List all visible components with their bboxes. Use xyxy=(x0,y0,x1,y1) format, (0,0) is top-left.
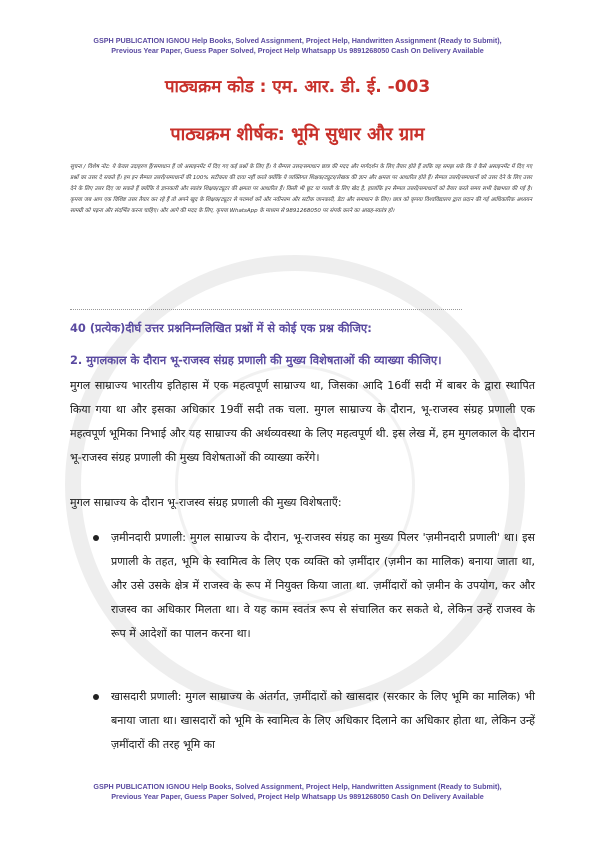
footer-line-2: Previous Year Paper, Guess Paper Solved, Project Help Whatsapp Us 9891268050 Cash On Delivery Available xyxy=(111,792,484,801)
bullet-dot xyxy=(93,535,99,541)
header-line-1: GSPH PUBLICATION IGNOU Help Books, Solved Assignment, Project Help, Handwritten Assignment (Ready to Submit), xyxy=(93,36,502,45)
page-header xyxy=(40,36,555,56)
course-title: पाठ्यक्रम शीर्षक: भूमि सुधार और ग्राम xyxy=(170,124,425,145)
header-line-2: Previous Year Paper, Guess Paper Solved, Project Help Whatsapp Us 9891268050 Cash On Delivery Available xyxy=(111,46,484,55)
instruction-text: 40 (प्रत्येक)दीर्घ उत्तर प्रश्ननिम्नलिखित प्रश्नों में से कोई एक प्रश्न कीजिए: xyxy=(70,321,372,335)
page-footer xyxy=(40,782,555,802)
question-heading: 2. मुगलकाल के दौरान भू-राजस्व संग्रह प्रणाली की मुख्य विशेषताओं की व्याख्या कीजिए। xyxy=(70,353,442,367)
bullet-dot xyxy=(93,694,99,700)
list-item: ज़मीनदारी प्रणाली: मुगल साम्राज्य के दौरान, भू-राजस्व संग्रह का मुख्य पिलर 'ज़मीनदारी प्रणाली' था। इस प्रणाली के तहत, भूमि के स्वामित्व के लिए एक व्यक्ति को ज़मींदार (ज़मीन का मालिक) बनाया जाता था, और उसे उसके क्षेत्र में राजस्व के रूप में नियुक्त किया जाता था. ज़मींदारों को ज़मीन के उपयोग, कर और राजस्व का अधिकार मिलता था। वे यह काम स्वतंत्र रूप से संचालित कर सकते थे, लेकिन उन्हें राजस्व के रूप में आदेशों का पालन करना था। xyxy=(111,531,535,640)
list-item: खासदारी प्रणाली: मुगल साम्राज्य के अंतर्गत, ज़मींदारों को खासदार (सरकार के लिए भूमि का मालिक) भी बनाया जाता था। खासदारों को भूमि के स्वामित्व के लिए अधिकार दिलाने का अधिकार होता था, लेकिन उन्हें ज़मींदारों की तरह भूमि का xyxy=(111,690,535,751)
disclaimer-note: सूचना / विशेष नोट: ये केवल उदाहरण हैं/समाधान हैं जो असाइनमेंट में दिए गए कई प्रश्नों के लिए हैं। ये सैम्पल उत्तर/समाधान छात्र की मदद और मार्गदर्शन के लिए तैयार होते हैं ताकि वह समझ सके कि वे कैसे असाइनमेंट में दिए गए प्रश्नों का उत्तर दे सकते हैं। हम इन सैम्पल उत्तरों/समाधानों की 100% सटीकता की दावा नहीं करते क्योंकि ये व्यक्तिगत शिक्षक/ट्यूटर/लेखक की ज्ञान और क्षमता पर आधारित होते हैं। सैम्पल उत्तरों/समाधानों को उत्तर देने के लिए उत्तर देने के लिए उत्तर दिए जा सकते हैं क्योंकि ये ज्ञानकारी और स्वतंत्र शिक्षक/ट्यूटर की क्षमता पर आधारित हैं। किसी भी छूट या गलती के लिए खेद है, हालांकि इन सैम्पल उत्तरों/समाधानों को तैयार करते समय सभी देखभाल की गई है। कृपया जब आप एक विशिष्ट उत्तर तैयार कर रहे हैं तो अपने खुद के शिक्षक/ट्यूटर से परामर्श करें और नवीनतम और सटीक जानकारी, डेटा और समाधान के लिए। छात्र को कृपया विश्वविद्यालय द्वारा प्रदान की गई आधिकारिक अध्ययन सामग्री को पढ़ना और संदर्भित करना चाहिए। और आगे की मदद के लिए, कृपया WhatsApp के माध्यम से 9891268050 पर संपर्क करने का आग्रह-स्वतंत्र हो। xyxy=(70,164,532,214)
footer-line-1: GSPH PUBLICATION IGNOU Help Books, Solved Assignment, Project Help, Handwritten Assignment (Ready to Submit), xyxy=(93,782,502,791)
section-subheading: मुगल साम्राज्य के दौरान भू-राजस्व संग्रह प्रणाली की मुख्य विशेषताएँ: xyxy=(70,496,342,509)
intro-paragraph: मुगल साम्राज्य भारतीय इतिहास में एक महत्वपूर्ण साम्राज्य था, जिसका आदि 16वीं सदी में बाबर के द्वारा स्थापित किया गया था और इसका अधिकार 19वीं सदी तक चला. मुगल साम्राज्य के दौरान, भू-राजस्व संग्रह प्रणाली एक महत्वपूर्ण भूमिका निभाई और यह साम्राज्य की अर्थव्यवस्था के लिए महत्वपूर्ण थी. इस लेख में, हम मुगलकाल के दौरान भू-राजस्व संग्रह प्रणाली की मुख्य विशेषताओं की व्याख्या करेंगे। xyxy=(70,379,535,464)
divider xyxy=(70,309,462,310)
course-code: पाठ्यक्रम कोड : एम. आर. डी. ई. -003 xyxy=(164,77,431,97)
